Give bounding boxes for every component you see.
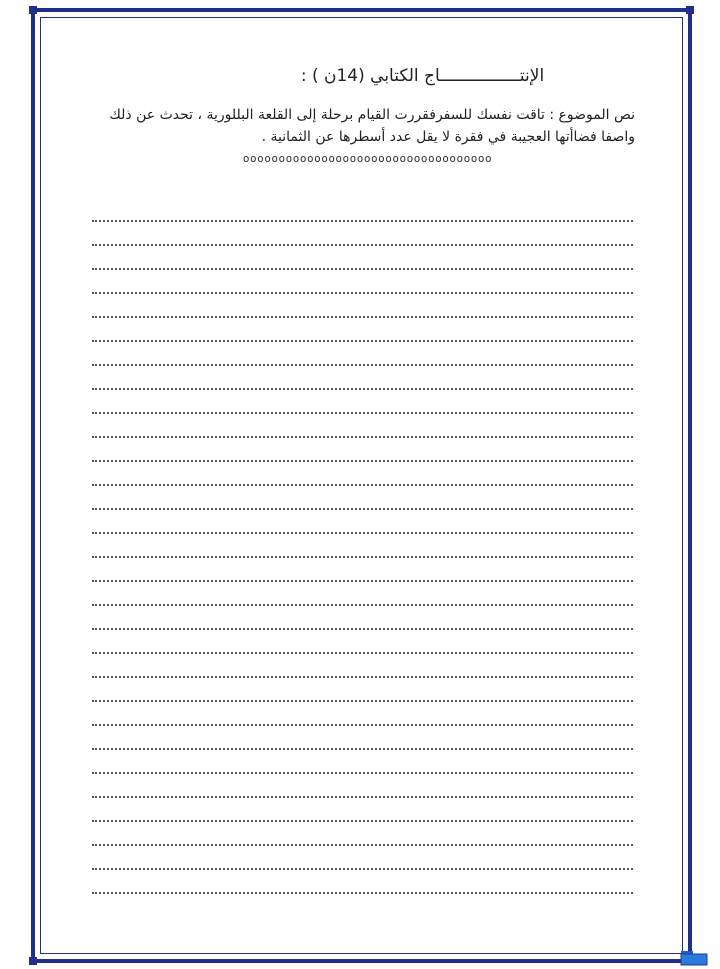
writing-line [92,390,633,414]
writing-line [92,822,633,846]
writing-line [92,630,633,654]
writing-line [92,510,633,534]
writing-line [92,222,633,246]
writing-line [92,702,633,726]
writing-line [92,774,633,798]
essay-prompt: نص الموضوع : تاقت نفسك للسفرفقررت القيام برحلة إلى القلعة البللورية ، تحدث عن ذلك واصفا فضاأتها العجيبة في فقرة لا يقل عدد أسطرها عن الثمانية . [109,107,635,145]
worksheet-content [90,60,635,165]
writing-line [92,270,633,294]
section-title: الإنتــــــــــــــــاج الكتابي (14ن ) : [300,66,545,86]
writing-line [92,582,633,606]
border-corner [686,6,694,14]
writing-line [92,798,633,822]
border-corner [29,6,37,14]
writing-line [92,726,633,750]
folder-icon [679,948,709,966]
writing-line [92,606,633,630]
writing-line [92,246,633,270]
writing-line [92,870,633,894]
separator-circles: ooooooooooooooooooooooooooooooooooo [242,152,493,165]
writing-line [92,534,633,558]
writing-line [92,342,633,366]
writing-line [92,438,633,462]
writing-lines [92,198,633,894]
writing-line [92,414,633,438]
writing-line [92,846,633,870]
writing-line [92,678,633,702]
writing-line [92,318,633,342]
writing-line [92,486,633,510]
writing-line [92,750,633,774]
writing-line [92,294,633,318]
writing-line [92,366,633,390]
writing-line [92,462,633,486]
writing-line [92,558,633,582]
border-corner [29,957,37,965]
writing-line [92,654,633,678]
writing-line [92,198,633,222]
